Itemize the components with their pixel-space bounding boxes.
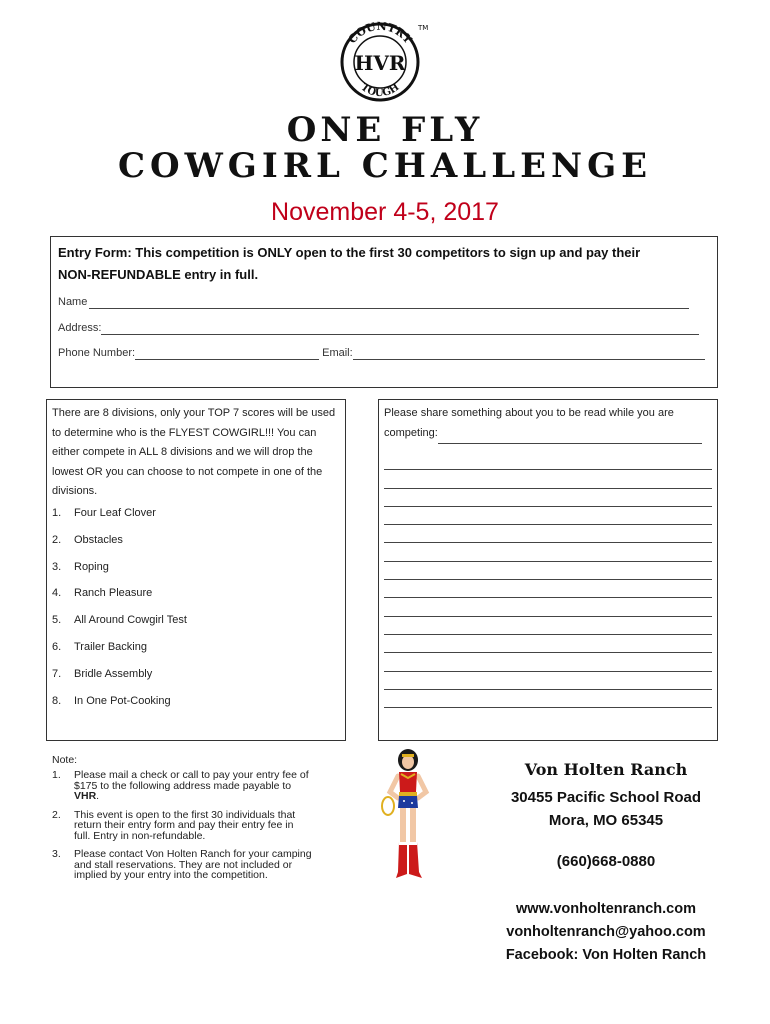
division-item bbox=[52, 641, 187, 668]
ranch-website[interactable]: www.vonholtenranch.com bbox=[516, 901, 696, 917]
ranch-name: Von Holten Ranch bbox=[524, 760, 688, 779]
note-number: 2. bbox=[52, 808, 61, 821]
division-item bbox=[52, 507, 187, 534]
name-field[interactable] bbox=[58, 296, 706, 309]
ranch-street: 30455 Pacific School Road bbox=[510, 789, 702, 806]
division-label: Bridle Assembly bbox=[74, 667, 153, 680]
share-line[interactable] bbox=[384, 635, 712, 653]
name-label: Name bbox=[58, 296, 88, 308]
logo-trademark: TM bbox=[418, 24, 428, 32]
division-label: Trailer Backing bbox=[74, 640, 147, 653]
division-number: 2. bbox=[52, 533, 62, 546]
division-item bbox=[52, 561, 187, 588]
cowgirl-hero-illustration bbox=[376, 746, 440, 886]
share-line[interactable] bbox=[384, 617, 712, 635]
share-line[interactable] bbox=[384, 562, 712, 580]
note-text-bold: VHR bbox=[74, 790, 97, 802]
share-line[interactable] bbox=[384, 489, 712, 507]
ranch-city: Mora, MO 65345 bbox=[548, 812, 664, 829]
email-label: Email: bbox=[322, 347, 353, 359]
division-label: Four Leaf Clover bbox=[74, 507, 156, 519]
address-blank[interactable] bbox=[101, 322, 699, 335]
note-list bbox=[52, 770, 312, 881]
address-label: Address: bbox=[58, 322, 102, 334]
email-blank[interactable] bbox=[353, 347, 705, 360]
title-line-2: COWGIRL CHALLENGE bbox=[117, 146, 653, 186]
division-label: In One Pot-Cooking bbox=[74, 694, 171, 707]
share-line[interactable] bbox=[384, 452, 712, 470]
note-number: 3. bbox=[52, 848, 61, 860]
division-number: 6. bbox=[52, 640, 62, 653]
division-number: 1. bbox=[52, 507, 62, 519]
division-number: 4. bbox=[52, 587, 62, 600]
note-text-after: . bbox=[96, 790, 100, 802]
division-label: Obstacles bbox=[74, 533, 123, 546]
division-item bbox=[52, 614, 187, 641]
entry-form-heading-line1: Entry Form: This competition is ONLY open to the first 30 competitors to sign up and pay their bbox=[58, 245, 641, 260]
event-date: November 4-5, 2017 bbox=[271, 198, 499, 226]
logo-monogram: HVR bbox=[354, 51, 406, 75]
phone-blank[interactable] bbox=[135, 347, 319, 360]
share-prompt-line1: Please share something about you to be read while you are bbox=[384, 407, 674, 419]
share-line[interactable] bbox=[384, 470, 712, 488]
share-line[interactable] bbox=[384, 543, 712, 561]
share-line[interactable] bbox=[384, 507, 712, 525]
division-label: Ranch Pleasure bbox=[74, 587, 153, 600]
division-item bbox=[52, 668, 187, 695]
ranch-facebook[interactable]: Facebook: Von Holten Ranch bbox=[505, 947, 707, 963]
contact-block bbox=[470, 898, 742, 967]
note-text: This event is open to the first 30 individuals that return their entry form and pay their entry fee in full. Entry in non-refundable. bbox=[74, 808, 296, 842]
logo-text-top: COUNTRY bbox=[345, 19, 415, 47]
division-label: Roping bbox=[74, 560, 109, 573]
entry-form-heading bbox=[58, 242, 708, 286]
division-item bbox=[52, 587, 187, 614]
note-section bbox=[52, 754, 312, 889]
division-number: 8. bbox=[52, 694, 62, 707]
share-line[interactable] bbox=[384, 672, 712, 690]
division-label: All Around Cowgirl Test bbox=[74, 614, 187, 627]
share-line[interactable] bbox=[384, 690, 712, 708]
division-item bbox=[52, 534, 187, 561]
note-item bbox=[52, 849, 312, 881]
ranch-address-block bbox=[476, 760, 736, 870]
note-text-main: Please mail a check or call to pay your entry fee of $175 to the following address made payable to bbox=[74, 769, 309, 792]
note-item bbox=[52, 810, 312, 842]
divisions-intro: There are 8 divisions, only your TOP 7 scores will be used to determine who is the FLYEST COWGIRL!!! You can either compete in ALL 8 divisions and we will drop the lowest OR you can choose to not compete in one of the divisions. bbox=[52, 407, 336, 497]
note-text: Please contact Von Holten Ranch for your camping and stall reservations. They are not included or implied by your entry into the competition. bbox=[74, 848, 312, 881]
division-item bbox=[52, 695, 187, 722]
share-lines[interactable] bbox=[384, 452, 712, 708]
division-number: 7. bbox=[52, 667, 62, 680]
note-label: Note: bbox=[52, 754, 78, 766]
note-item bbox=[52, 770, 312, 802]
note-number: 1. bbox=[52, 769, 61, 781]
share-prompt-line2 bbox=[384, 424, 714, 445]
share-prompt-label: competing: bbox=[384, 426, 438, 439]
share-line[interactable] bbox=[384, 580, 712, 598]
share-prompt bbox=[384, 404, 714, 444]
logo-text-bottom: TOUGH bbox=[358, 81, 402, 100]
share-line[interactable] bbox=[384, 525, 712, 543]
phone-email-row bbox=[58, 347, 708, 360]
name-blank[interactable] bbox=[89, 296, 689, 309]
divisions-list bbox=[52, 507, 187, 721]
share-blank[interactable] bbox=[438, 424, 702, 445]
share-line[interactable] bbox=[384, 598, 712, 616]
title-line-1: ONE FLY bbox=[286, 110, 484, 150]
ranch-logo bbox=[332, 18, 428, 106]
share-line[interactable] bbox=[384, 653, 712, 671]
division-number: 3. bbox=[52, 560, 62, 573]
address-field[interactable] bbox=[58, 322, 706, 335]
phone-label: Phone Number: bbox=[58, 347, 136, 359]
ranch-phone: (660)668-0880 bbox=[556, 853, 656, 870]
note-text bbox=[74, 770, 312, 802]
ranch-email[interactable]: vonholtenranch@yahoo.com bbox=[506, 924, 706, 940]
division-number: 5. bbox=[52, 614, 62, 627]
entry-form-heading-line2: NON-REFUNDABLE entry in full. bbox=[58, 267, 259, 282]
